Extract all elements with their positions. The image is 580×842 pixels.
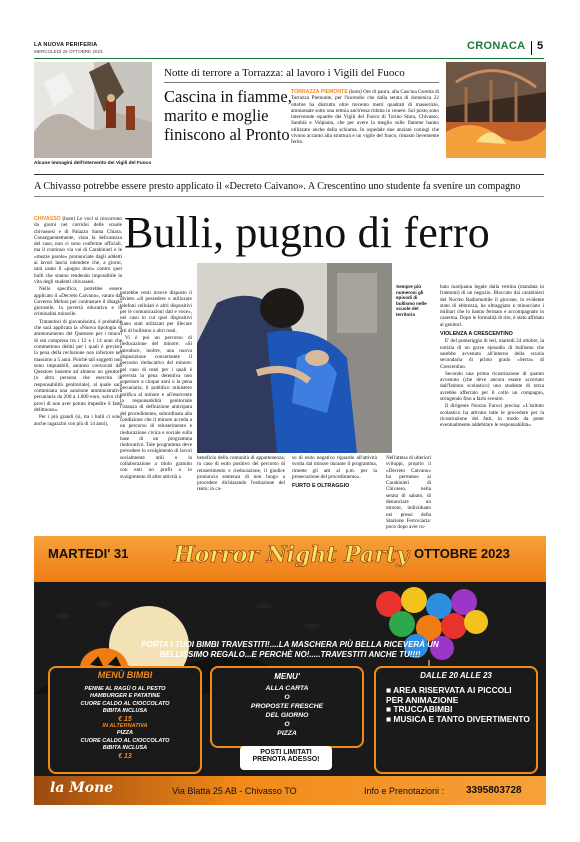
ad-address: Via Blatta 25 AB - Chivasso TO xyxy=(172,786,297,796)
bullying-photo xyxy=(197,263,392,453)
ad-phone: 3395803728 xyxy=(466,785,522,796)
top-headline-line-3: finiscono al Pronto xyxy=(164,125,290,144)
ad-right-date: OTTOBRE 2023 xyxy=(414,546,510,561)
menu-bimbi-box xyxy=(48,666,202,774)
masthead-date: MERCOLEDÌ 25 OTTOBRE 2023 xyxy=(34,49,103,54)
menu-adulti-line-2: PROPOSTE FRESCHE xyxy=(250,703,324,710)
main-col-3 xyxy=(197,455,285,494)
halloween-ad xyxy=(34,536,546,805)
main-dateline: CHIVASSO xyxy=(34,216,61,222)
subhead-furto: FURTO E OLTRAGGIO xyxy=(292,483,350,490)
main-col1-para-0: CHIVASSO (bom) Le voci si rincorrono da giorni nei corridoi delle scuole chivassesi e di Palazzo Santa Chiara. Conseguentemente, vista la delicatezza del caso, non ci sono conferme ufficiali, ma il continuo via vai di Carabinieri e le «mezze parole» pronunciate dagli addetti ai lavori lascia intendere che, a giorni, sarà usato il «pugno duro» contro quei bulli che stanno rendendo impossibile la vita degli studenti chivassesi. xyxy=(34,216,123,285)
menu-adulti-line-3: DEL GIORNO xyxy=(265,712,309,719)
feature-0: ■ AREA RISERVATA AI PICCOLI PER ANIMAZIONE xyxy=(386,685,512,705)
top-kicker: Notte di terrore a Torrazza: al lavoro i Vigili del Fuoco xyxy=(164,67,405,79)
main-col6-para-0: bato marijuana legale dalla vetrina (mandata in frantumi) di un negozio. Bloccato dai carabinieri del Nucleo Radiomobile il giovane, in evidente stato di ebbrezza, ha oltraggiato e minacciato i militari che lo hanno fermato e accompagnato in caserma. Dopo le formalità di rito, è stato affidato ai genitori. xyxy=(440,284,544,328)
fire-photo-left xyxy=(34,62,152,158)
main-top-rule xyxy=(34,174,544,175)
main-col5-para-0: Nell'attesa di ulteriori sviluppi, proprio il «Decreto Caivano» ha permesso ai Carabinieri di Chivasso, nella serata di sabato, di denunciare un minore, individuato nei pressi della Stazione Ferroviaria: poco dopo aver ru- xyxy=(386,455,432,531)
main-col-2 xyxy=(120,290,192,481)
main-col-5 xyxy=(386,455,431,532)
menu-bimbi-line-0: PENNE AL RAGÙ O AL PESTO xyxy=(84,686,166,692)
menu-bimbi-line-2: CUORE CALDO AL CIOCCOLATO xyxy=(80,700,170,707)
header-rule xyxy=(34,58,544,59)
ad-info-label: Info e Prenotazioni : xyxy=(364,786,445,796)
top-kicker-rule xyxy=(164,82,439,83)
section-title: CRONACA xyxy=(467,40,526,52)
ad-banner-line-1: PORTA I TUOI BIMBI TRAVESTITI!....LA MASCHERA PIÙ BELLA RICEVERÀ UN xyxy=(141,640,439,649)
top-body-text: (bom) Ore di paura, alla Cascina Goretta di Torrazza Piemonte, per l'incendio che dalla serata di domenica 22 ottobre ha distrutto oltre trecento metri quadrati di masserizie, ammassate sotto una tettoia anch'essa ridotta in cenere. Sul posto sono intervenute squadre dei Vigili del Fuoco di Torino Stura, Chivasso, Santhià e Volpiano, che per avere la meglio sulle fiamme hanno utilizzato anche della schiuma. In ospedale due anziani coniugi che vivono accanto alla struttura e un vigile del fuoco, rimasto lievemente ferito. xyxy=(291,89,440,146)
page-number: 5 xyxy=(537,40,544,52)
top-headline-line-1: Cascina in fiamme, xyxy=(164,87,292,106)
hours-label: DALLE 20 ALLE 23 xyxy=(420,671,492,680)
menu-bimbi-line-3: BIBITA INCLUSA xyxy=(102,708,148,715)
ad-banner-line-2: BELLISSIMO REGALO...E PERCHÈ NO!.....TRAVESTITI ANCHE TU!!!! xyxy=(159,650,421,659)
top-story-body xyxy=(291,89,439,146)
ad-left-date: MARTEDI' 31 xyxy=(48,546,129,561)
limited-seats-box xyxy=(240,746,332,770)
menu-adulti-box xyxy=(210,666,364,748)
section-divider xyxy=(531,41,532,55)
main-col6-para-2: Secondo una prima ricostruzione di quanto avvenuto (che deve ancora essere accertato dall'Istituto scolastico) uno studente di terza avrebbe afferrato per il collo un compagno, stringendo fino a farlo svenire. xyxy=(440,370,544,403)
menu-bimbi-line-1: HAMBURGER E PATATINE xyxy=(89,693,161,700)
main-col4-para-0: so di esito negativo riguardo all'attività svolta dal minore durante il programma, rimette gli atti al p.m. per la prosecuzione del procedimento». xyxy=(292,455,377,480)
features-box xyxy=(374,666,538,774)
main-col-4 xyxy=(292,455,377,490)
book-now-label: PRENOTA ADESSO! xyxy=(252,756,320,763)
bat-icons xyxy=(54,600,320,630)
menu-adulti-line-0: ALLA CARTA xyxy=(265,685,309,692)
menu-bimbi-alt-0: PIZZA xyxy=(116,730,134,737)
main-col2-para-1: Vi è poi un percorso di rieducazione del minore: «Si introduce, inoltre, una nuova disposizione concernente il percorso rieducativo del minore: nel caso di reati per i quali è prevista la pena detentiva non superiore a cinque anni o la pena pecuniaria, il pubblico ministero notifica al minore e all'esercente la responsabilità genitoriale l'istanza di definizione anticipata del procedimento, subordinata alla condizione che il minore acceda a un percorso di reinserimento e rieducazione civica e sociale sulla base di un programma rieducativo. Tale programma deve prevedere lo svolgimento di lavori socialmente utili o la collaborazione a titolo gratuito con enti no profit o lo svolgimento di altre attività a xyxy=(120,335,192,480)
main-col6-para-1: E' del pomeriggio di ieri, martedì 24 ottobre, la notizia di un grave episodio di bullismo che sarebbe avvenuto all'interno della scuola secondaria di primo grado «Serra» di Crescentino. xyxy=(440,338,544,370)
menu-bimbi-alt-title: IN ALTERNATIVA xyxy=(102,723,148,730)
menu-bimbi-lines xyxy=(50,686,200,760)
menu-bimbi-title: MENÙ BIMBI xyxy=(97,670,153,680)
ad-title: Horror Night Party xyxy=(174,542,409,568)
main-kicker-rule xyxy=(34,196,544,197)
top-photo-caption: Alcune immagini dell'intervento dei Vigili del Fuoco xyxy=(34,161,152,166)
main-photo-caption: Sempre più numerosi gli episodi di bullismo nelle scuole del territorio xyxy=(396,284,427,317)
menu-bimbi-price-1: € 15 xyxy=(118,715,132,723)
main-col1-para-2: Tratandosi di giovanissimi, è probabile che sarà applicata la «Nuova tipologia di ammonimento del Questore per i minori di età compresa tra i 12 e i 14 anni che commettono delitti per i quali è prevista la pena della reclusione non inferiore nel massimo a 5 anni. Poiché tali soggetti non sono imputabili, saranno convocati dal Questore insieme ad almeno un genitore (o altra persona che esercita la responsabilità genitoriale), al quale sarà comminata una sanzione amministrativa pecuniaria da 200 a 1.000 euro, salvo che provi di non aver potuto impedire il fatto delittuoso». xyxy=(34,318,122,413)
subhead-violenza: VIOLENZA A CRESCENTINO xyxy=(440,331,513,338)
main-col-6 xyxy=(440,284,544,430)
feature-1: ■ TRUCCABIMBI xyxy=(386,704,453,715)
menu-adulti-line-5: PIZZA xyxy=(277,730,297,737)
menu-bimbi-price-2: € 13 xyxy=(118,752,132,760)
feature-2: ■ MUSICA E TANTO DIVERTIMENTO xyxy=(386,713,530,724)
main-col3-para-0: beneficio della comunità di appartenenza; in caso di esito positivo del percorso di reinserimento e rieducazione, il giudice pronuncia sentenza di non luogo a procedere dichiarando l'estinzione del reato; in ca- xyxy=(197,455,285,493)
top-headline-line-2: marito e moglie xyxy=(164,106,269,125)
masthead-paper: LA NUOVA PERIFERIA xyxy=(34,42,98,48)
main-col1-para-3: Per i più grandi (si, tra i bulli ci sono anche ragazzini con più di 14 anni), xyxy=(34,414,122,427)
main-col-1 xyxy=(34,216,122,428)
restaurant-logo: la Mone xyxy=(50,780,114,796)
main-col6-para-3: Il dirigente Nunzio Furoci precisa: «L'istituto scolastico ha attivato tutte le procedure per la ricostruzione dei fatti, in modo da poter eventualmente addebitare le responsabilità». xyxy=(440,403,544,429)
fire-photo-right xyxy=(446,62,546,158)
ad-banner-text xyxy=(34,640,546,660)
main-headline: Bulli, pugno di ferro xyxy=(124,208,490,257)
menu-adulti-line-4: O xyxy=(284,721,290,728)
menu-adulti-line-1: O xyxy=(284,694,290,701)
main-col1-para-1: Nello specifico, potrebbe essere applicato il «Decreto Caivano», varato dal Governo Meloni per contrastare il disagio giovanile, la povertà educativa e la criminalità minorile. xyxy=(34,286,122,318)
main-kicker: A Chivasso potrebbe essere presto applicato il «Decreto Caivano». A Crescentino uno studente fa svenire un compagno xyxy=(34,181,521,192)
menu-adulti-lines xyxy=(212,684,362,738)
main-col2-para-0: potrebbe venir invece disposto il divieto «di possedere o utilizzare telefoni cellulari e altri dispositivi per le comunicazioni dati e voce», nel caso in cui quei dispositivi siano stati utilizzati per illecare atti di bullismo o altri reati. xyxy=(120,290,192,334)
limited-label: POSTI LIMITATI xyxy=(260,749,312,756)
top-headline xyxy=(164,87,292,144)
top-dateline: TORRAZZA PIEMONTE xyxy=(291,89,348,95)
menu-bimbi-alt-1: CUORE CALDO AL CIOCCOLATO xyxy=(80,737,170,744)
features-list xyxy=(386,686,531,724)
menu-adulti-title: MENU' xyxy=(274,672,300,681)
menu-bimbi-alt-2: BIBITA INCLUSA xyxy=(102,745,148,752)
